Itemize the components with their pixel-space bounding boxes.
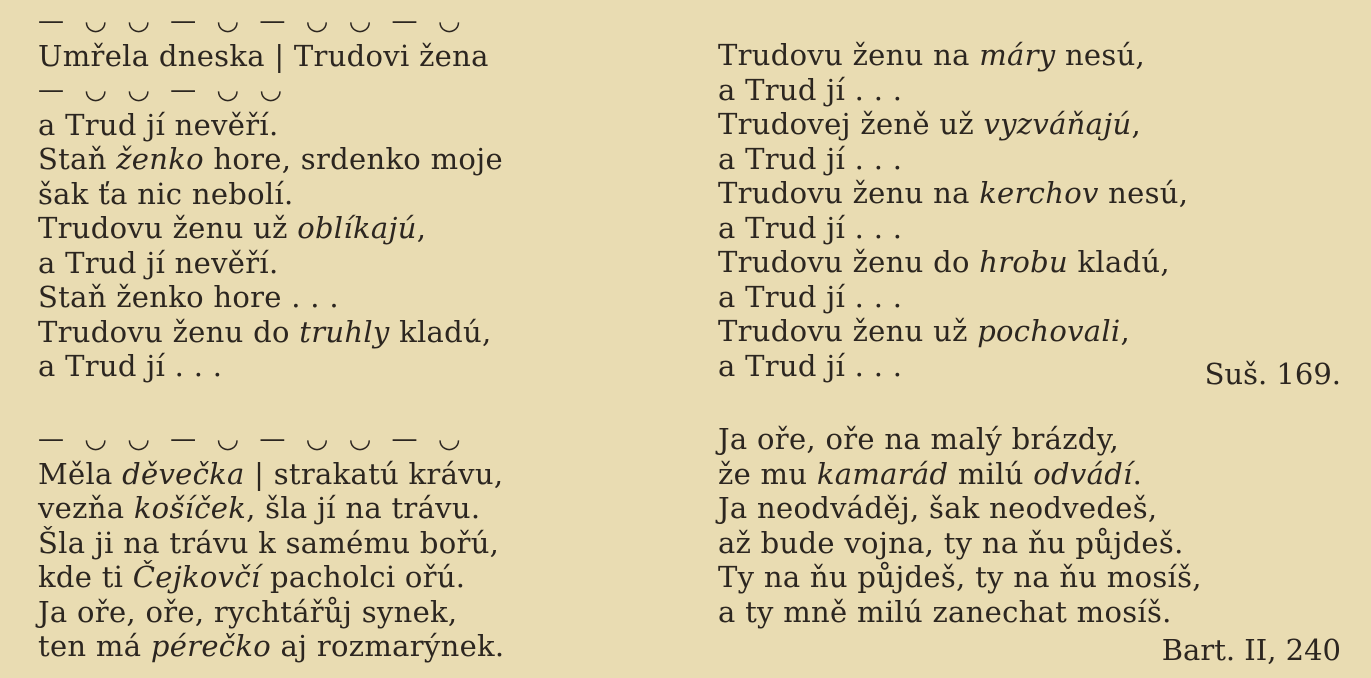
verse-line [718,38,1188,73]
verse-text: a Trud jí nevěří. [38,107,279,142]
verse-text: Trudovu ženu na [718,38,980,72]
meter-line: — ◡ ◡ — ◡ ◡ [38,75,289,105]
verse-line [718,526,1202,561]
verse-text: Měla [38,456,123,491]
verse-line [38,177,503,212]
verse-line [718,457,1202,492]
verse-line [718,491,1202,526]
verse-text: aj rozmarýnek. [270,629,505,663]
poem2-reference: Bart. II, 240 [1161,633,1341,667]
verse-line [38,491,504,526]
verse-text: a Trud jí . . . [718,348,903,383]
verse-line [38,211,503,246]
verse-line [718,142,1188,177]
italic-word: oblíkajú [297,211,417,245]
verse-line [718,595,1202,630]
poem1-reference: Suš. 169. [1204,357,1341,391]
italic-word: košíček [133,491,247,525]
verse-line [718,73,1188,108]
verse-text: hore, srdenko moje [203,142,503,176]
verse-line [38,39,503,74]
verse-text: , [1120,314,1131,348]
verse-line [38,280,503,315]
italic-word: vyzváňajú [983,107,1132,141]
verse-line [38,457,504,492]
poem1-left-column [38,4,503,384]
verse-text: Ja oře, oře, rychtářůj synek, [38,594,458,629]
poem2-right-column [718,422,1202,629]
verse-line [718,422,1202,457]
verse-text: šak ťa nic nebolí. [38,176,294,211]
italic-word: odvádí [1033,456,1133,491]
verse-text: | strakatú krávu, [244,456,504,491]
verse-line [38,526,504,561]
verse-text: Trudovu ženu už [718,314,978,348]
italic-word: hrobu [979,245,1068,279]
verse-line [718,211,1188,246]
verse-text: Trudovu ženu do [718,245,980,279]
verse-text: Ja neodváděj, šak neodvedeš, [718,491,1158,525]
italic-word: děvečka [122,456,245,491]
italic-word: kerchov [979,176,1099,210]
verse-text: Trudovu ženu na [718,176,980,210]
verse-line [38,349,503,384]
meter-line: — ◡ ◡ — ◡ — ◡ ◡ — ◡ [38,424,467,454]
verse-text: vezňa [38,491,134,525]
verse-line [718,280,1188,315]
meter-line: — ◡ ◡ — ◡ — ◡ ◡ — ◡ [38,6,467,36]
verse-text: a Trud jí nevěří. [38,245,279,280]
verse-line [38,108,503,143]
verse-text: Staň [38,142,117,176]
verse-text: a Trud jí . . . [718,210,903,245]
poem1-right-column [718,38,1188,383]
verse-text: , [416,211,427,245]
verse-line [38,246,503,281]
verse-text: a Trud jí . . . [718,279,903,314]
verse-text: Staň ženko hore . . . [38,280,339,314]
verse-text: Ja oře, oře na malý brázdy, [718,422,1120,456]
verse-line [718,176,1188,211]
verse-text: Šla ji na trávu k samému bořú, [38,525,500,560]
verse-text: nesú, [1098,176,1189,210]
verse-text: Ty na ňu půjdeš, ty na ňu mosíš, [718,560,1202,594]
verse-line [718,560,1202,595]
italic-word: truhly [299,314,390,349]
italic-word: pérečko [150,629,271,663]
italic-word: ženko [116,142,204,176]
poem2-left-column [38,422,504,664]
verse-line [38,560,504,595]
verse-line [38,142,503,177]
verse-line [38,629,504,664]
verse-text: kladú, [389,314,492,349]
verse-text: Umřela dneska | Trudovi žena [38,38,489,73]
verse-text: , [1131,107,1142,141]
italic-word: kamarád [816,456,949,491]
italic-word: máry [979,38,1056,72]
verse-text: Trudovej ženě už [718,107,984,141]
verse-line [38,315,503,350]
verse-text: nesú, [1055,38,1146,72]
verse-text: Trudovu ženu už [38,211,298,245]
italic-word: pochovali [977,314,1121,348]
verse-line [718,314,1188,349]
verse-text: a Trud jí . . . [718,141,903,176]
verse-text: a Trud jí . . . [718,72,903,107]
verse-text: ten má [38,629,151,663]
verse-line [718,107,1188,142]
verse-text: a ty mně milú zanechat mosíš. [718,594,1172,629]
verse-text: až bude vojna, ty na ňu půjdeš. [718,525,1184,560]
verse-text: kladú, [1068,245,1170,279]
verse-text: Trudovu ženu do [38,314,300,349]
verse-line [718,349,1188,384]
verse-text: kde ti [38,560,133,594]
verse-line [718,245,1188,280]
verse-text: , šla jí na trávu. [246,491,481,525]
verse-text: pacholci ořú. [260,560,466,594]
verse-line [38,595,504,630]
italic-word: Čejkovčí [132,560,261,594]
verse-text: že mu [718,456,817,491]
verse-text: a Trud jí . . . [38,349,223,383]
verse-text: milú [948,456,1034,491]
verse-text: . [1132,456,1143,491]
